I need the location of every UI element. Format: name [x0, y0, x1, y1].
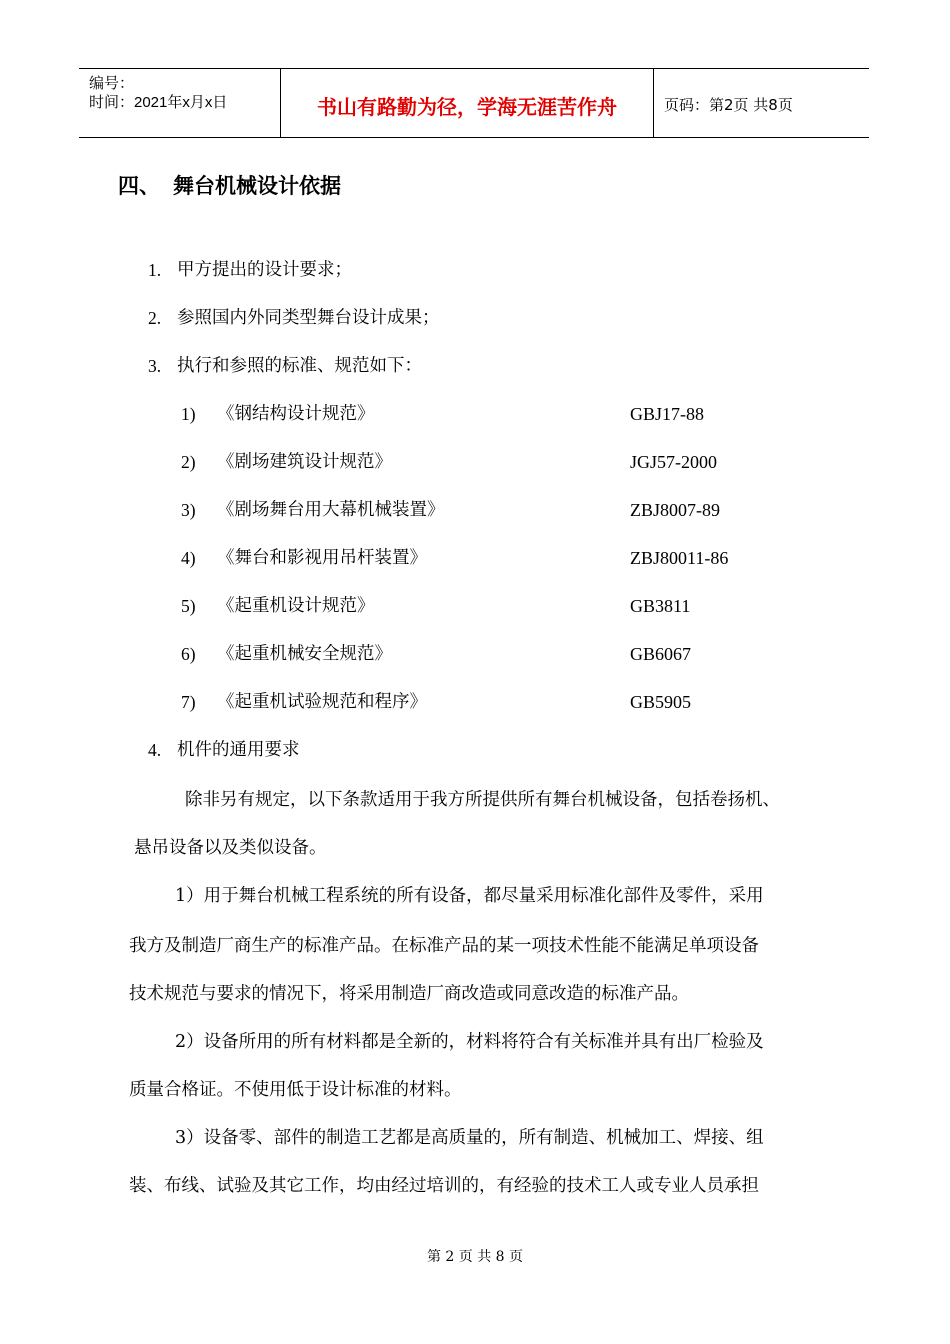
paragraph-line: 我方及制造厂商生产的标准产品。在标准产品的某一项技术性能不能满足单项设备 — [129, 936, 759, 956]
standard-code: JGJ57-2000 — [630, 452, 718, 472]
paragraph-line: 悬吊设备以及类似设备。 — [134, 838, 327, 858]
page-footer: 第 2 页 共 8 页 — [426, 1249, 524, 1265]
standard-number: 1) — [181, 404, 196, 424]
standard-name: 《钢结构设计规范》 — [217, 404, 375, 424]
page-header — [79, 68, 869, 138]
standard-code: GB5905 — [630, 692, 692, 712]
paragraph-line: 1）用于舞台机械工程系统的所有设备，都尽量采用标准化部件及零件，采用 — [175, 886, 764, 906]
standard-number: 3) — [181, 500, 196, 520]
list-item-number: 2. — [148, 308, 162, 328]
paragraph-line: 3）设备零、部件的制造工艺都是高质量的，所有制造、机械加工、焊接、组 — [175, 1128, 764, 1148]
header-page-number: 页码：第2页 共8页 — [664, 96, 793, 114]
standard-name: 《起重机设计规范》 — [217, 596, 375, 616]
paragraph-line: 质量合格证。不使用低于设计标准的材料。 — [129, 1080, 462, 1100]
standard-name: 《剧场建筑设计规范》 — [217, 452, 392, 472]
list-item-text: 参照国内外同类型舞台设计成果； — [177, 308, 440, 328]
list-item-number: 4. — [148, 740, 162, 760]
header-info-cell — [79, 69, 281, 137]
standard-number: 7) — [181, 692, 196, 712]
list-item-text: 机件的通用要求 — [177, 740, 300, 760]
header-motto-cell — [281, 69, 654, 137]
list-item-number: 1. — [148, 260, 162, 280]
standard-code: ZBJ80011-86 — [630, 548, 729, 568]
list-item-text: 甲方提出的设计要求； — [177, 260, 352, 280]
header-motto: 书山有路勤为径，学海无涯苦作舟 — [317, 95, 617, 119]
standard-number: 4) — [181, 548, 196, 568]
paragraph-line: 装、布线、试验及其它工作，均由经过培训的，有经验的技术工人或专业人员承担 — [129, 1176, 759, 1196]
list-item-number: 3. — [148, 356, 162, 376]
document-number-label: 编号： — [89, 75, 135, 92]
standard-code: GB3811 — [630, 596, 691, 616]
standard-number: 2) — [181, 452, 196, 472]
paragraph-line: 除非另有规定，以下条款适用于我方所提供所有舞台机械设备，包括卷扬机、 — [185, 790, 780, 810]
header-page-cell — [654, 69, 869, 137]
document-time-label: 时间：2021年x月x日 — [89, 94, 228, 111]
standard-name: 《剧场舞台用大幕机械装置》 — [217, 500, 445, 520]
standard-number: 6) — [181, 644, 196, 664]
standard-name: 《起重机试验规范和程序》 — [217, 692, 427, 712]
standard-code: ZBJ8007-89 — [630, 500, 720, 520]
list-item-text: 执行和参照的标准、规范如下： — [177, 356, 422, 376]
section-number: 四、 — [118, 174, 160, 198]
paragraph-line: 技术规范与要求的情况下，将采用制造厂商改造或同意改造的标准产品。 — [129, 984, 689, 1004]
standard-name: 《起重机械安全规范》 — [217, 644, 392, 664]
paragraph-line: 2）设备所用的所有材料都是全新的，材料将符合有关标准并具有出厂检验及 — [175, 1032, 764, 1052]
standard-number: 5) — [181, 596, 196, 616]
standard-code: GBJ17-88 — [630, 404, 705, 424]
section-title: 舞台机械设计依据 — [173, 174, 341, 198]
standard-name: 《舞台和影视用吊杆装置》 — [217, 548, 427, 568]
standard-code: GB6067 — [630, 644, 692, 664]
